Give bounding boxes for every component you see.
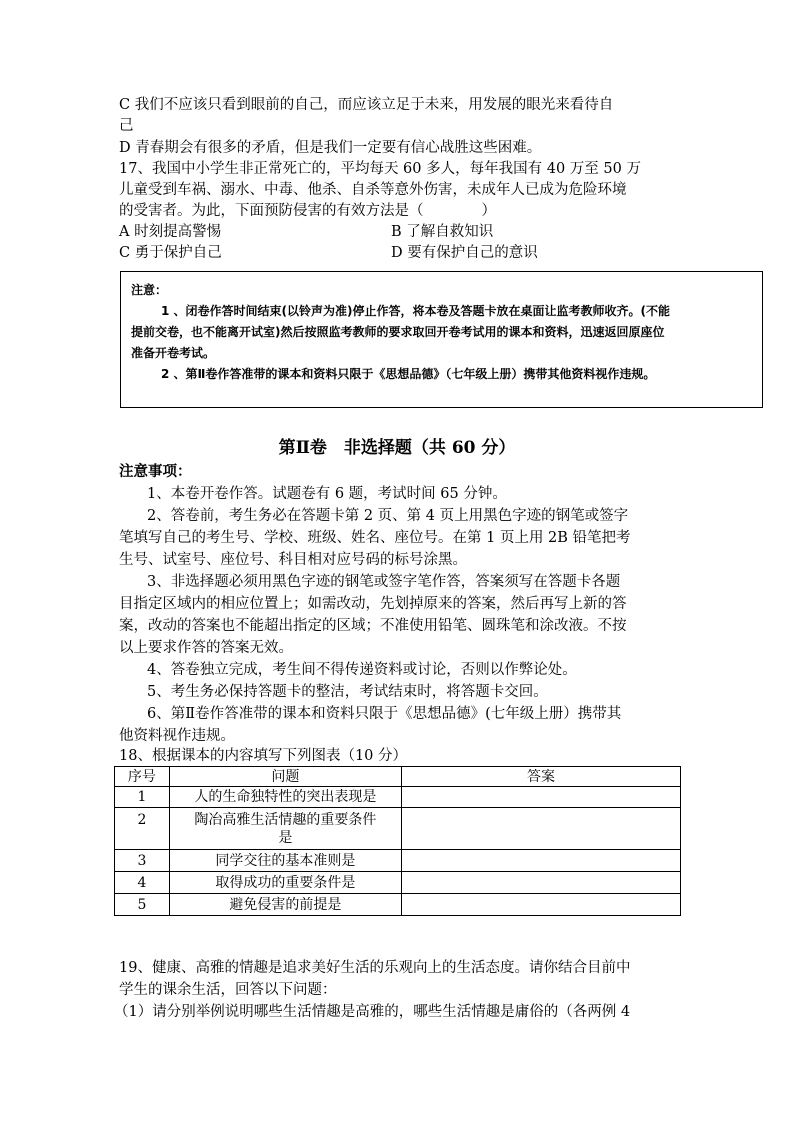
answer-cell[interactable] xyxy=(402,850,681,872)
q17-option-a: A 时刻提高警惕 xyxy=(119,224,222,240)
table-row xyxy=(115,787,681,808)
header-no: 序号 xyxy=(115,767,170,787)
table-row xyxy=(115,894,681,916)
row-question-line1: 陶冶高雅生活情趣的重要条件 xyxy=(194,811,377,828)
notice-item1-line3: 准备开卷考试。 xyxy=(131,346,216,360)
notice-title: 注意： xyxy=(131,283,168,297)
q16-option-d: D 青春期会有很多的矛盾，但是我们一定要有信心战胜这些困难。 xyxy=(119,140,542,156)
row-question: 避免侵害的前提是 xyxy=(169,894,401,916)
q17-line2: 儿童受到车祸、溺水、中毒、他杀、自杀等意外伤害，未成年人已成为危险环境 xyxy=(119,182,627,198)
note-1: 1、本卷开卷作答。试题卷有 6 题，考试时间 65 分钟。 xyxy=(147,486,507,502)
q19-line1: 19、健康、高雅的情趣是追求美好生活的乐观向上的生活态度。请你结合目前中 xyxy=(119,960,631,976)
note-3-line2: 目指定区域内的相应位置上；如需改动，先划掉原来的答案，然后再写上新的答 xyxy=(119,596,627,612)
note-2-line2: 笔填写自己的考生号、学校、班级、姓名、座位号。在第 1 页上用 2B 铅笔把考 xyxy=(119,530,631,546)
q17-option-c: C 勇于保护自己 xyxy=(119,245,222,261)
q17-line1: 17、我国中小学生非正常死亡的，平均每天 60 多人，每年我国有 40 万至 50 万 xyxy=(119,161,641,177)
q19-line2: 学生的课余生活，回答以下问题： xyxy=(119,982,337,998)
row-question: 人的生命独特性的突出表现是 xyxy=(169,787,401,808)
q17-line3: 的受害者。为此，下面预防侵害的有效方法是（ ） xyxy=(119,203,496,219)
table-row xyxy=(115,850,681,872)
note-4: 4、答卷独立完成，考生间不得传递资料或讨论，否则以作弊论处。 xyxy=(147,662,577,678)
q16-option-c-line2: 己 xyxy=(119,118,134,134)
answer-cell[interactable] xyxy=(402,894,681,916)
note-2-line3: 生号、试室号、座位号、科目相对应号码的标号涂黑。 xyxy=(119,552,467,568)
section-title: 第Ⅱ卷 非选择题（共 60 分） xyxy=(278,438,516,458)
note-3-line1: 3、非选择题必须用黑色字迹的钢笔或签字笔作答，答案须写在答题卡各题 xyxy=(147,574,621,590)
row-no: 2 xyxy=(115,808,170,850)
answer-cell[interactable] xyxy=(402,872,681,894)
header-answer: 答案 xyxy=(402,767,681,787)
row-no: 4 xyxy=(115,872,170,894)
note-2-line1: 2、答卷前，考生务必在答题卡第 2 页、第 4 页上用黑色字迹的钢笔或签字 xyxy=(147,508,629,524)
note-5: 5、考生务必保持答题卡的整洁，考试结束时，将答题卡交回。 xyxy=(147,684,548,700)
notice-item1-line2: 提前交卷，也不能离开试室)然后按照监考教师的要求取回开卷考试用的课本和资料，迅速返回原座位 xyxy=(131,325,665,339)
notice-item1-line1: 1 、闭卷作答时间结束(以铃声为准)停止作答，将本卷及答题卡放在桌面让监考教师收齐。(不能 xyxy=(161,304,670,318)
answer-cell[interactable] xyxy=(402,787,681,808)
notes-heading: 注意事项： xyxy=(119,463,192,480)
notice-item2: 2 、第Ⅱ卷作答准带的课本和资料只限于《思想品德》（七年级上册）携带其他资料视作违规。 xyxy=(161,367,656,381)
q18-table xyxy=(114,766,681,916)
notice-box xyxy=(120,271,763,408)
row-no: 3 xyxy=(115,850,170,872)
table-row xyxy=(115,872,681,894)
q19-sub1: （1）请分别举例说明哪些生活情趣是高雅的，哪些生活情趣是庸俗的（各两例 4 xyxy=(114,1004,631,1020)
header-question: 问题 xyxy=(169,767,401,787)
note-3-line4: 以上要求作答的答案无效。 xyxy=(119,640,293,656)
q18-prompt: 18、根据课本的内容填写下列图表（10 分） xyxy=(119,748,408,764)
q17-option-b: B 了解自救知识 xyxy=(391,224,494,240)
note-6-line2: 他资料视作违规。 xyxy=(119,728,235,744)
row-question xyxy=(169,808,401,850)
answer-cell[interactable] xyxy=(402,808,681,850)
q17-option-d: D 要有保护自己的意识 xyxy=(391,245,538,261)
row-no: 1 xyxy=(115,787,170,808)
row-question-line2: 是 xyxy=(278,829,293,846)
table-row xyxy=(115,808,681,850)
row-question: 同学交往的基本准则是 xyxy=(169,850,401,872)
table-header-row xyxy=(115,767,681,787)
q16-option-c-line1: C 我们不应该只看到眼前的自己，而应该立足于未来，用发展的眼光来看待自 xyxy=(119,97,614,113)
row-question: 取得成功的重要条件是 xyxy=(169,872,401,894)
note-6-line1: 6、第Ⅱ卷作答准带的课本和资料只限于《思想品德》(七年级上册）携带其 xyxy=(147,706,622,722)
note-3-line3: 案，改动的答案也不能超出指定的区域；不准使用铅笔、圆珠笔和涂改液。不按 xyxy=(119,618,627,634)
row-no: 5 xyxy=(115,894,170,916)
